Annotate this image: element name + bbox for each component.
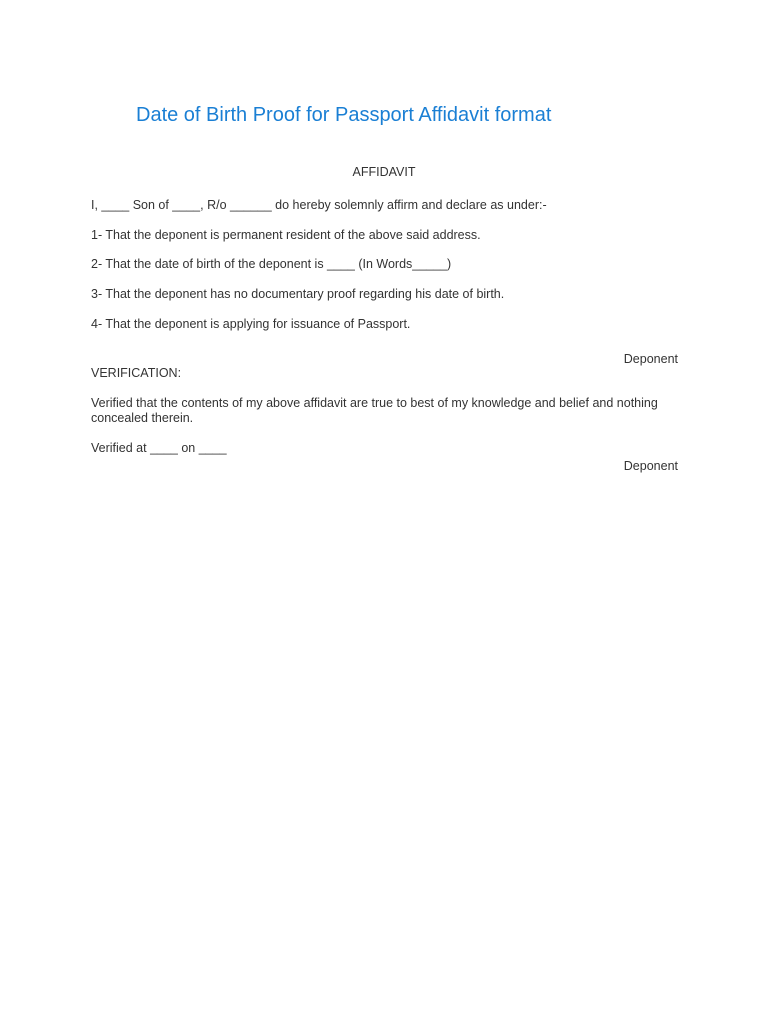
deponent-signature-label-2: Deponent bbox=[623, 459, 678, 473]
clause-3: 3- That the deponent has no documentary proof regarding his date of birth. bbox=[91, 287, 505, 301]
clause-1: 1- That the deponent is permanent resident of the above said address. bbox=[91, 228, 481, 242]
clause-2: 2- That the date of birth of the deponent is ____ (In Words_____) bbox=[91, 257, 452, 271]
affidavit-heading: AFFIDAVIT bbox=[352, 165, 416, 179]
clause-4: 4- That the deponent is applying for issuance of Passport. bbox=[91, 317, 411, 331]
intro-paragraph: I, ____ Son of ____, R/o ______ do hereby solemnly affirm and declare as under:- bbox=[91, 198, 547, 212]
verified-at-line: Verified at ____ on ____ bbox=[91, 441, 227, 455]
document-title: Date of Birth Proof for Passport Affidavit format bbox=[136, 104, 552, 126]
verification-heading: VERIFICATION: bbox=[91, 366, 182, 380]
verification-paragraph: Verified that the contents of my above affidavit are true to best of my knowledge and belief and nothing concealed therein. bbox=[91, 396, 658, 425]
deponent-signature-label: Deponent bbox=[623, 352, 678, 366]
